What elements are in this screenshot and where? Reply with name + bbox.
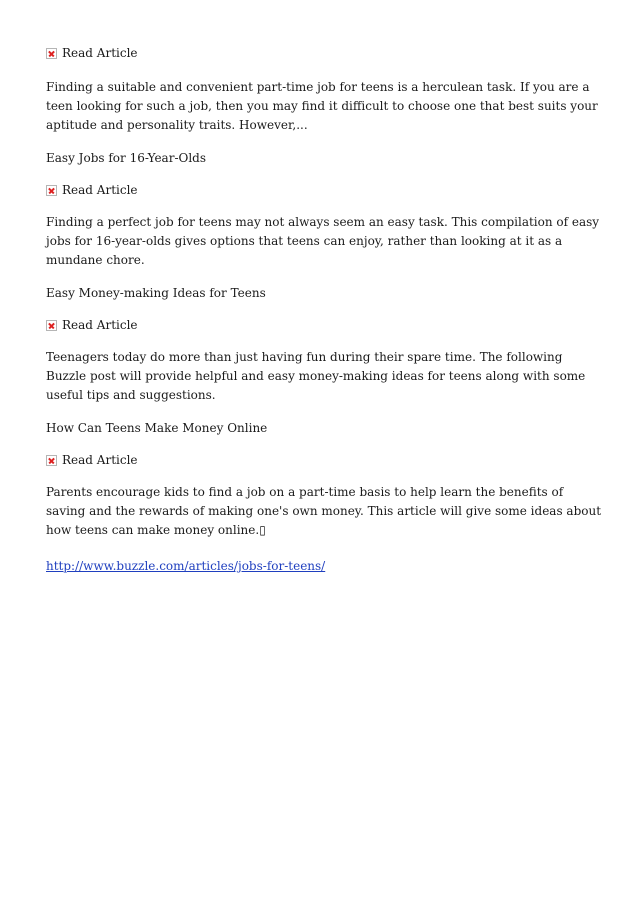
article-description: Parents encourage kids to find a job on a part-time basis to help learn the benefits of saving and the rewards of making one's own money. This article will give some ideas about how teens can make money online.▯ — [46, 485, 602, 537]
broken-image-icon — [46, 48, 57, 59]
read-article-link[interactable] — [46, 44, 606, 62]
document-page — [46, 44, 606, 575]
read-article-label: Read Article — [62, 318, 138, 332]
broken-image-icon — [46, 320, 57, 331]
read-article-label: Read Article — [62, 46, 138, 60]
read-article-label: Read Article — [62, 183, 138, 197]
broken-image-icon — [46, 185, 57, 196]
article-title: Easy Jobs for 16-Year-Olds — [46, 151, 207, 165]
article-description: Finding a perfect job for teens may not always seem an easy task. This compilation of easy jobs for 16-year-olds gives options that teens can enjoy, rather than looking at it as a mundane chore. — [46, 215, 600, 267]
source-url-link[interactable]: http://www.buzzle.com/articles/jobs-for-teens/ — [46, 559, 326, 573]
read-article-link[interactable] — [46, 181, 606, 199]
broken-image-icon — [46, 455, 57, 466]
article-title: How Can Teens Make Money Online — [46, 421, 268, 435]
article-description: Finding a suitable and convenient part-time job for teens is a herculean task. If you are a teen looking for such a job, then you may find it difficult to choose one that best suits your aptitude and personality traits. However,... — [46, 80, 598, 132]
read-article-label: Read Article — [62, 453, 138, 467]
article-title: Easy Money-making Ideas for Teens — [46, 286, 266, 300]
read-article-link[interactable] — [46, 316, 606, 334]
read-article-link[interactable] — [46, 451, 606, 469]
article-description: Teenagers today do more than just having fun during their spare time. The following Buzzle post will provide helpful and easy money-making ideas for teens along with some useful tips and suggestions. — [46, 350, 586, 402]
